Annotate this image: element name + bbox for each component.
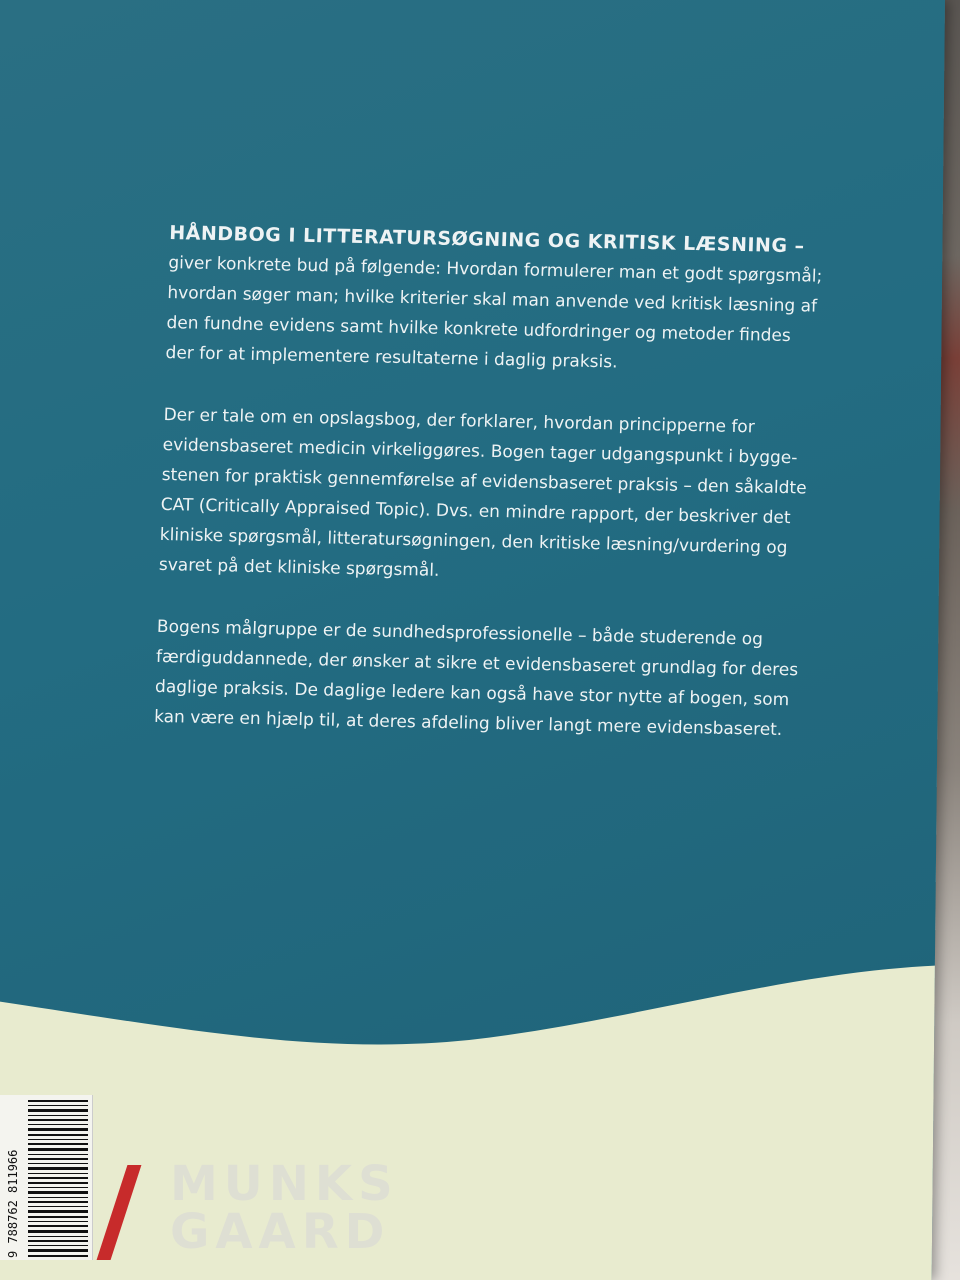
blurb-paragraph-3 — [154, 612, 807, 746]
publisher-logo-line-2: GAARD — [170, 1204, 391, 1260]
blurb-line: kliniske spørgsmål, litteratursøgningen, den kritiske læsning/vurdering og — [159, 524, 788, 559]
blurb-line: den fundne evidens samt hvilke konkrete udfordringer og metoder findes — [166, 312, 792, 347]
blurb-line: daglige praksis. De daglige ledere kan også have stor nytte af bogen, som — [154, 676, 790, 711]
blurb-line: svaret på det kliniske spørgsmål. — [158, 554, 440, 581]
cover-cream-band — [0, 960, 935, 1280]
blurb-line: CAT (Critically Appraised Topic). Dvs. en mindre rapport, der beskriver det — [160, 494, 791, 529]
blurb-paragraph-2 — [158, 400, 813, 594]
blurb-text — [153, 222, 823, 777]
isbn-digits: 9 788762 811966 — [6, 1149, 20, 1258]
blurb-line: Der er tale om en opslagsbog, der forklarer, hvordan principperne for — [163, 404, 756, 438]
blurb-line: kan være en hjælp til, at deres afdeling bliver langt mere evidensbaseret. — [153, 706, 783, 741]
blurb-line: stenen for praktisk gennemførelse af evidensbaseret praksis – den såkaldte — [161, 464, 807, 499]
blurb-line: giver konkrete bud på følgende: Hvordan formulerer man et godt spørgsmål; — [168, 252, 823, 287]
barcode-bars — [28, 1100, 88, 1258]
blurb-line: evidensbaseret medicin virkeliggøres. Bogen tager udgangspunkt i bygge- — [162, 434, 798, 469]
blurb-line: der for at implementere resultaterne i daglig praksis. — [165, 342, 618, 373]
blurb-paragraph-1 — [165, 248, 823, 382]
blurb-line: færdiguddannede, der ønsker at sikre et evidensbaseret grundlag for deres — [155, 646, 799, 681]
blurb-heading: HÅNDBOG I LITTERATURSØGNING OG KRITISK LÆSNING – — [168, 222, 805, 258]
blurb-line: Bogens målgruppe er de sundhedsprofessionelle – både studerende og — [156, 616, 764, 650]
publisher-logo — [170, 1156, 399, 1260]
publisher-logo-line-1: MUNKS — [170, 1156, 399, 1212]
blurb-line: hvordan søger man; hvilke kriterier skal man anvende ved kritisk læsning af — [167, 282, 818, 317]
